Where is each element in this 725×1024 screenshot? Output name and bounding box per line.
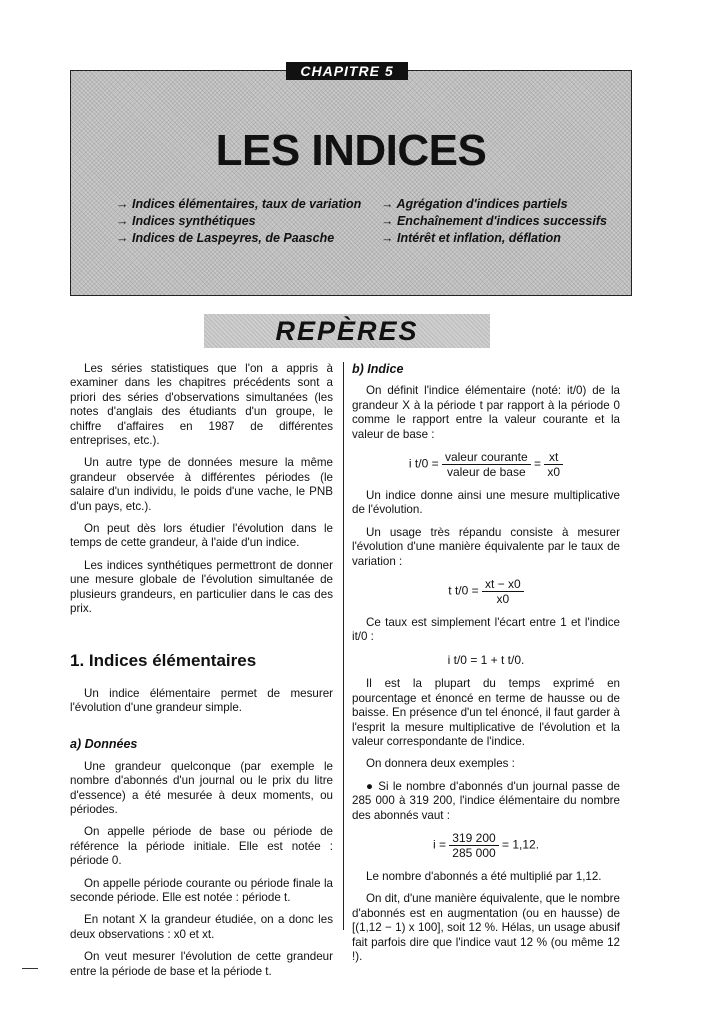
paragraph: Ce taux est simplement l'écart entre 1 et l'indice it/0 : xyxy=(352,616,620,644)
paragraph: On appelle période de base ou période de référence la période initiale. Elle est notée : période 0. xyxy=(70,825,333,868)
topics-list-right xyxy=(381,196,607,247)
paragraph: On dit, d'une manière équivalente, que le nombre d'abonnés est en augmentation (ou en hausse) de [(1,12 − 1) x 100], soit 12 %. Hélas, un usage abusif fait parfois dire que l'indice vaut 12 % (ou même 12 !). xyxy=(352,892,620,963)
chapter-title: LES INDICES xyxy=(215,126,487,175)
fraction-denominator: x0 xyxy=(496,592,510,607)
topic-item: → Indices synthétiques xyxy=(116,214,256,228)
fraction xyxy=(449,831,498,860)
paragraph: Il est la plupart du temps exprimé en pourcentage et énoncé en terme de hausse ou de baisse. En présence d'un tel énoncé, il faut garder à l'esprit la mesure multiplicative de l'évolution et la valeur correspondante de l'indice. xyxy=(352,677,620,748)
paragraph: Le nombre d'abonnés a été multiplié par 1,12. xyxy=(366,869,602,883)
paragraph: Une grandeur quelconque (par exemple le nombre d'abonnés d'un journal ou le prix du litre d'essence) a été mesurée à deux moments, ou périodes. xyxy=(70,759,333,816)
formula-lhs: i t/0 = xyxy=(408,456,439,471)
subsection-heading: b) Indice xyxy=(352,362,404,376)
paragraph: On donnera deux exemples : xyxy=(366,757,515,771)
chapter-header-box xyxy=(70,70,632,296)
fraction-denominator: valeur de base xyxy=(446,465,526,480)
paragraph: On définit l'indice élémentaire (noté: it/0) de la grandeur X à la période t par rapport à la période 0 comme le rapport entre la valeur courante et la valeur de base : xyxy=(352,384,620,441)
formula-index-rate-relation: i t/0 = 1 + t t/0. xyxy=(447,652,525,667)
paragraph: Un indice élémentaire permet de mesurer l'évolution d'une grandeur simple. xyxy=(70,686,333,714)
paragraph: Les séries statistiques que l'on a appris à examiner dans les chapitres précédents sont a priori des séries d'observations simultanées (les notes d'anglais des étudiants d'un groupe, le chiffre d'affaires en 1987 de différentes entreprises, etc.). xyxy=(70,362,333,448)
paragraph: Les indices synthétiques permettront de donner une mesure globale de l'évolution simultanée de plusieurs grandeurs, en particulier dans le cas des prix. xyxy=(70,558,333,616)
formula-index-definition xyxy=(352,450,620,479)
paragraph: Un indice donne ainsi une mesure multiplicative de l'évolution. xyxy=(352,489,620,517)
formula-lhs: i = xyxy=(432,837,446,852)
fraction xyxy=(442,450,531,479)
fraction-numerator: 319 200 xyxy=(449,831,498,846)
chapter-label: CHAPITRE 5 xyxy=(286,62,408,80)
formula-equals: = xyxy=(534,456,542,471)
topic-item: → Agrégation d'indices partiels xyxy=(381,197,568,211)
section-heading: 1. Indices élémentaires xyxy=(70,650,257,670)
fraction xyxy=(482,577,524,606)
formula-rate-of-change xyxy=(352,577,620,606)
scan-mark xyxy=(22,968,38,969)
fraction-denominator: 285 000 xyxy=(452,845,496,860)
reperes-title: REPÈRES xyxy=(275,316,419,346)
paragraph: On appelle période courante ou période finale la seconde période. Elle est notée : période t. xyxy=(70,876,333,904)
paragraph: Un usage très répandu consiste à mesurer l'évolution d'une manière équivalente par le taux de variation : xyxy=(352,525,620,568)
topic-item: → Enchaînement d'indices successifs xyxy=(381,214,607,228)
column-divider xyxy=(343,362,344,930)
paragraph: Un autre type de données mesure la même grandeur observée à différentes périodes (le salaire d'un individu, le poids d'une vache, le PNB d'un pays, etc.). xyxy=(70,456,333,513)
formula-example xyxy=(352,831,620,860)
fraction-numerator: xt − x0 xyxy=(482,577,524,592)
subsection-heading: a) Données xyxy=(70,737,138,752)
topic-item: → Indices élémentaires, taux de variation xyxy=(116,197,362,211)
fraction-numerator: xt xyxy=(544,450,563,465)
topics-list-left xyxy=(116,196,361,247)
paragraph: ● Si le nombre d'abonnés d'un journal passe de 285 000 à 319 200, l'indice élémentaire du nombre des abonnés vaut : xyxy=(352,779,620,822)
fraction-denominator: x0 xyxy=(547,465,561,480)
fraction-numerator: valeur courante xyxy=(442,450,531,465)
topic-item: → Intérêt et inflation, déflation xyxy=(381,231,561,245)
fraction xyxy=(544,450,563,479)
right-column xyxy=(352,362,620,972)
paragraph: On veut mesurer l'évolution de cette grandeur entre la période de base et la période t. xyxy=(70,950,333,978)
paragraph: En notant X la grandeur étudiée, on a donc les deux observations : x0 et xt. xyxy=(70,913,333,941)
left-column xyxy=(70,362,333,987)
formula-lhs: t t/0 = xyxy=(448,583,479,598)
formula-rhs: = 1,12. xyxy=(502,837,540,852)
paragraph: On peut dès lors étudier l'évolution dans le temps de cette grandeur, à l'aide d'un indice. xyxy=(70,522,333,550)
topic-item: → Indices de Laspeyres, de Paasche xyxy=(116,231,335,245)
